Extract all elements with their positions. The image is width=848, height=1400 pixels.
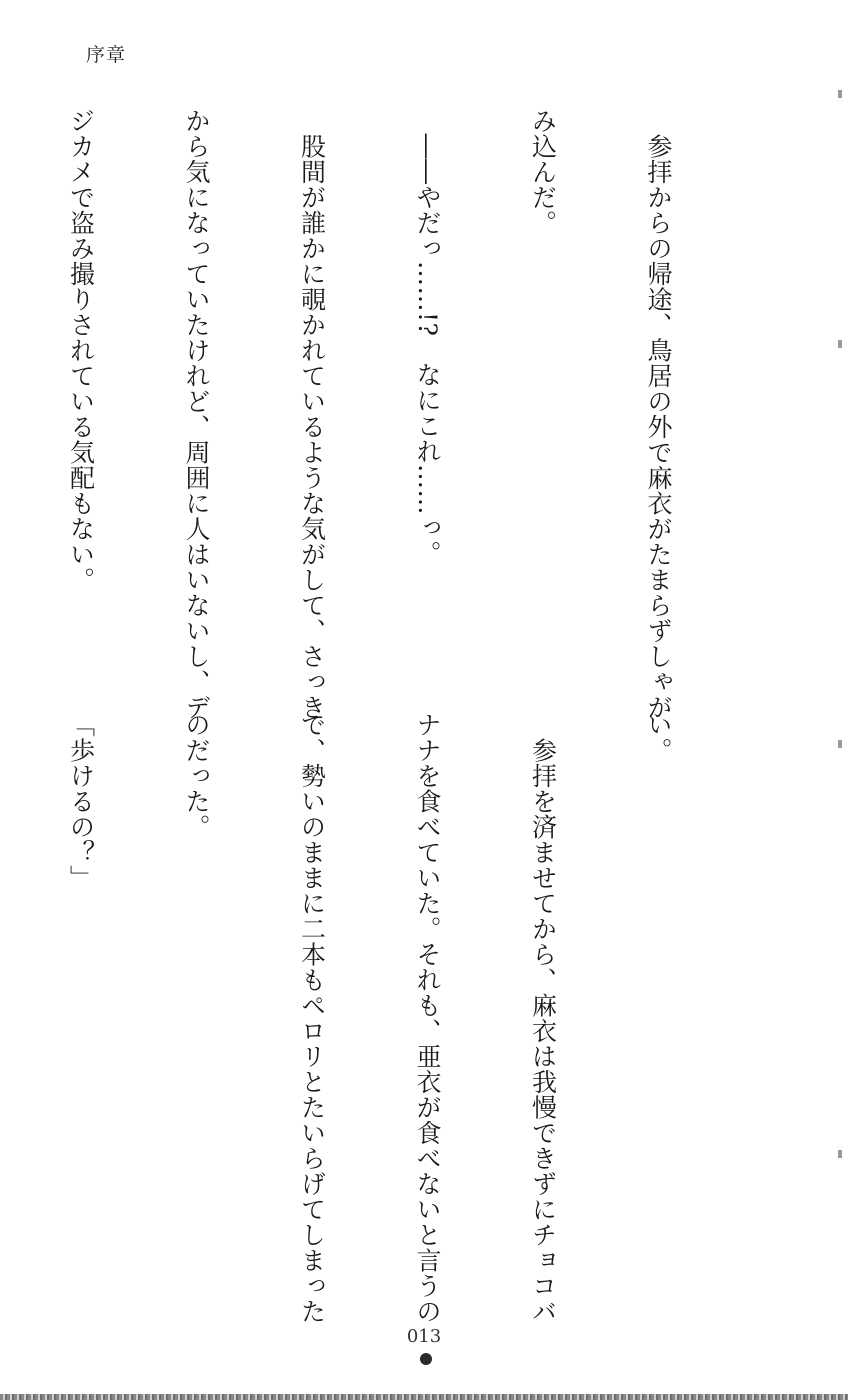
text-line: 参拝を済ませてから、麻衣は我慢できずにチョコバ xyxy=(528,712,558,1324)
page-marker-dot xyxy=(420,1353,432,1365)
text-line: 「歩けるの？」 xyxy=(66,712,96,891)
text-line: み込んだ。 xyxy=(528,108,558,236)
margin-tick xyxy=(838,740,842,748)
chapter-heading: 序章 xyxy=(86,44,127,66)
text-line: ジカメで盗み撮りされている気配もない。 xyxy=(66,108,96,593)
text-line: から気になっていたけれど、周囲に人はいないし、デ xyxy=(182,108,211,720)
text-line: ナナを食べていた。それも、亜衣が食べないと言うの xyxy=(413,712,442,1324)
text-line: のだった。 xyxy=(182,712,211,840)
text-line: 参拝からの帰途、鳥居の外で麻衣がたまらずしゃが xyxy=(644,108,673,720)
text-line: ――やだっ……!? なにこれ……っ。 xyxy=(413,108,442,566)
text-line: 股間が誰かに覗かれているような気がして、さっき xyxy=(297,108,327,720)
text-line: で、勢いのままに二本もペロリとたいらげてしまった xyxy=(297,712,327,1324)
page-number: 013 xyxy=(406,1326,442,1347)
margin-tick xyxy=(838,90,842,98)
lower-text-block xyxy=(0,712,754,1324)
scan-edge-strip xyxy=(0,1394,848,1400)
margin-tick xyxy=(838,1150,842,1158)
margin-tick xyxy=(838,340,842,348)
upper-text-block xyxy=(0,108,754,720)
text-line: い。 xyxy=(644,712,673,763)
